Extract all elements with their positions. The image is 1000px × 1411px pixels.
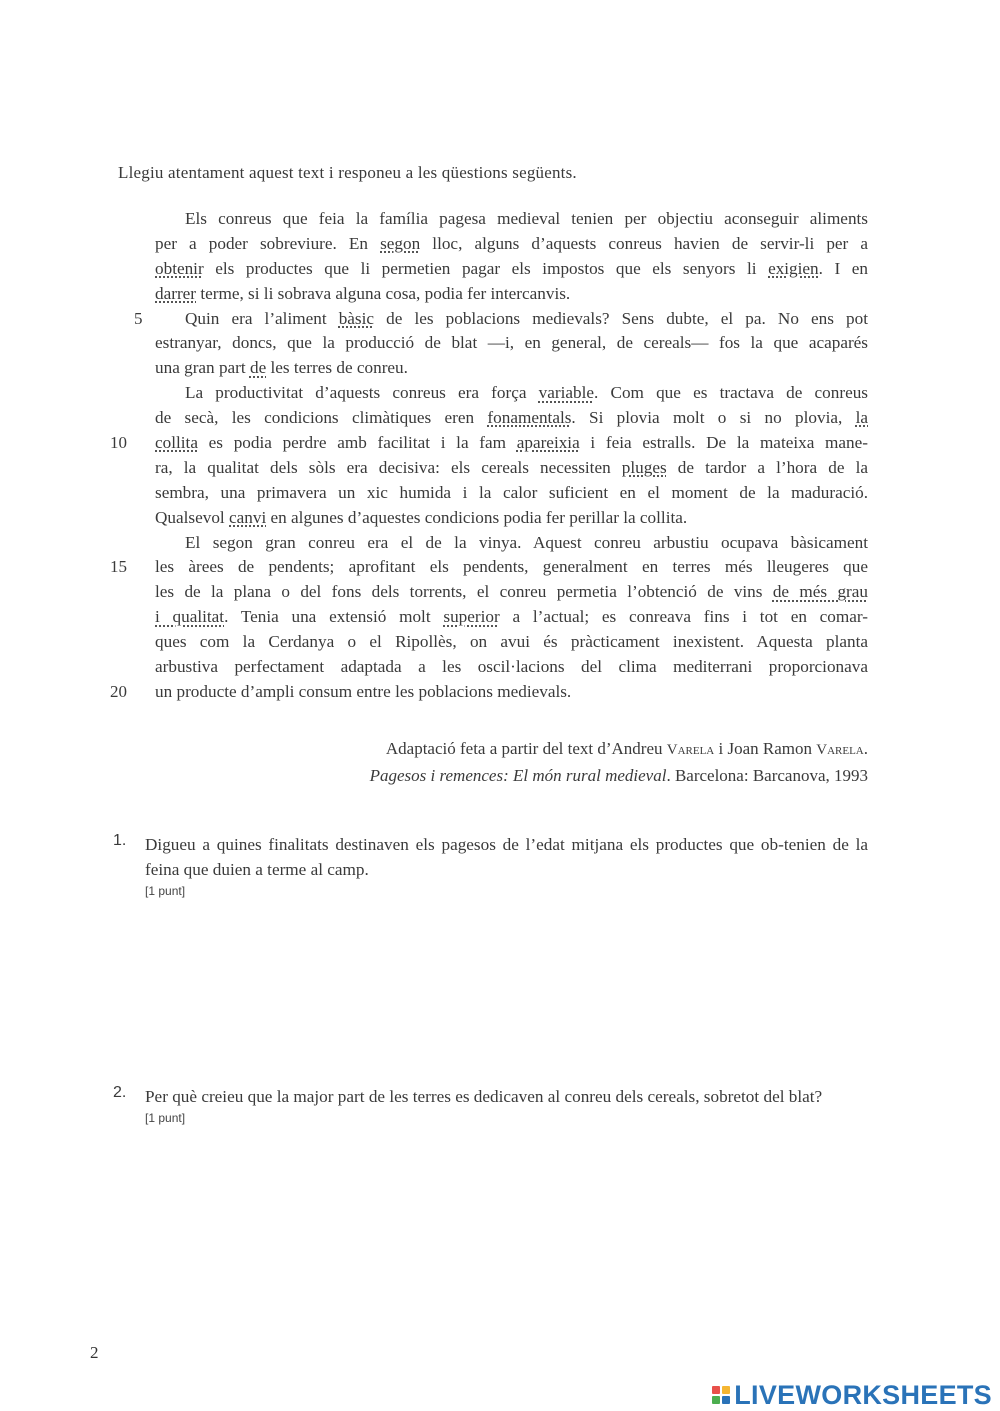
line-text: La productivitat d’aquests conreus era força [185, 383, 539, 403]
underlined-word: la [855, 408, 868, 428]
passage-line [155, 207, 868, 232]
line-text: de secà, les condicions climàtiques eren [155, 408, 488, 428]
line-text: per a poder sobreviure. En [155, 233, 381, 253]
author-surname: Varela [666, 742, 715, 758]
passage-line [155, 232, 868, 257]
passage-line [155, 531, 868, 556]
line-text: sembra, una primavera un xic humida i la calor suficient en el moment de la maduració. [155, 482, 868, 502]
underlined-word: obtenir [155, 258, 204, 278]
source-book [370, 763, 868, 789]
line-text: les àrees de pendents; aprofitant els pendents, generalment en terres més lleugeres que [155, 557, 868, 577]
question-number: 2. [113, 1084, 127, 1101]
logo-icon [712, 1386, 730, 1404]
underlined-word: apareixia [516, 433, 580, 453]
page-number: 2 [90, 1343, 99, 1362]
line-text: arbustiva perfectament adaptada a les oscil·lacions del clima mediterrani proporcionava [155, 657, 868, 677]
line-number: 10 [110, 433, 127, 453]
question-points: [1 punt] [145, 1111, 186, 1125]
author-surname: Varela [816, 742, 864, 758]
line-text: El segon gran conreu era el de la vinya. Aquest conreu arbustiu ocupava bàsicament [185, 532, 868, 552]
line-text: les de la plana o del fons dels torrents, el conreu permetia l’obtenció de vins [155, 582, 773, 602]
line-number: 5 [134, 308, 143, 328]
line-text: i feia estralls. De la mateixa mane- [579, 433, 868, 453]
line-text: terme, si li sobrava alguna cosa, podia fer intercanvis. [196, 283, 571, 303]
passage-line [155, 406, 868, 431]
underlined-word: bàsic [338, 308, 375, 328]
logo-square [712, 1386, 720, 1394]
passage-line [155, 331, 868, 356]
passage-line [134, 307, 868, 332]
line-text: . Tenia una extensió molt [224, 607, 444, 627]
passage-line [110, 555, 868, 580]
line-text: es podia perdre amb facilitat i la fam [197, 433, 517, 453]
passage-line [155, 282, 868, 307]
line-text: de tardor a l’hora de la [666, 457, 868, 477]
logo-square [712, 1396, 720, 1404]
line-text: . Com que es tractava de conreus [594, 383, 868, 403]
question-text: Digueu a quines finalitats destinaven els pagesos de l’edat mitjana els productes que ob-tenien de la feina que duien a terme al camp. [145, 835, 868, 879]
line-text: en algunes d’aquestes condicions podia fer perillar la collita. [266, 507, 688, 527]
line-text: una gran part [155, 358, 250, 378]
source-authors [370, 736, 868, 763]
underlined-word: variable [538, 383, 595, 403]
logo-text: LIVEWORKSHEETS [734, 1379, 992, 1410]
passage-line [155, 356, 868, 381]
passage-line [155, 655, 868, 680]
question-points: [1 punt] [145, 884, 186, 898]
underlined-word: de més grau [772, 582, 868, 602]
source-text: . [863, 739, 868, 758]
line-text: lloc, alguns d’aquests conreus havien de servir-li per a [420, 233, 868, 253]
question-2 [113, 1084, 868, 1125]
passage-line [155, 381, 868, 406]
book-title: Pagesos i remences: El món rural medieval [369, 766, 667, 785]
source-citation [370, 736, 868, 789]
line-text: a l’actual; es conreava fins i tot en comar- [499, 607, 868, 627]
passage-line [155, 580, 868, 605]
line-text: els productes que li permetien pagar els impostos que els senyors li [203, 258, 769, 278]
underlined-word: fonamentals [487, 408, 572, 428]
instructions: Llegiu atentament aquest text i responeu a les qüestions següents. [118, 163, 577, 182]
line-text: de les poblacions medievals? Sens dubte, el pa. No ens pot [374, 308, 868, 328]
passage-line [155, 506, 868, 531]
passage-line [155, 605, 868, 630]
underlined-word: de [249, 358, 267, 378]
line-text: Els conreus que feia la família pagesa medieval tenien per objectiu aconseguir aliments [185, 209, 868, 228]
line-text: ra, la qualitat dels sòls era decisiva: els cereals necessiten [155, 457, 622, 477]
line-number: 20 [110, 681, 127, 701]
underlined-word: i qualitat [155, 607, 225, 627]
logo-square [722, 1396, 730, 1404]
underlined-word: canvi [229, 507, 267, 527]
underlined-word: exigien [768, 258, 819, 278]
underlined-word: darrer [155, 283, 197, 303]
underlined-word: superior [443, 607, 500, 627]
question-number: 1. [113, 832, 127, 849]
reading-passage [110, 207, 868, 705]
passage-line [155, 257, 868, 282]
passage-line [155, 630, 868, 655]
underlined-word: pluges [621, 457, 667, 477]
source-text: i Joan Ramon [714, 739, 817, 758]
line-text: estranyar, doncs, que la producció de blat —i, en general, de cereals— fos la que acaparés [155, 333, 868, 353]
passage-line [110, 680, 868, 705]
underlined-word: segon [380, 233, 421, 253]
line-text: Qualsevol [155, 507, 229, 527]
passage-line [155, 456, 868, 481]
line-text: les terres de conreu. [266, 358, 408, 378]
line-text: un producte d’ampli consum entre les poblacions medievals. [155, 681, 572, 701]
line-text: . I en [818, 258, 868, 278]
source-text: Adaptació feta a partir del text d’Andreu [385, 739, 667, 758]
line-number: 15 [110, 557, 127, 577]
passage-line [110, 431, 868, 456]
line-text: ques com la Cerdanya o el Ripollès, on avui és pràcticament inexistent. Aquesta planta [155, 632, 868, 652]
question-1 [113, 832, 868, 898]
logo-square [722, 1386, 730, 1394]
line-text: Quin era l’aliment [185, 308, 339, 328]
underlined-word: collita [155, 433, 198, 453]
question-text: Per què creieu que la major part de les terres es dedicaven al conreu dels cereals, sobretot del blat? [145, 1087, 823, 1106]
line-text: . Si plovia molt o si no plovia, [571, 408, 856, 428]
passage-line [155, 481, 868, 506]
publisher: . Barcelona: Barcanova, 1993 [666, 766, 868, 785]
liveworksheets-logo [712, 1379, 992, 1411]
